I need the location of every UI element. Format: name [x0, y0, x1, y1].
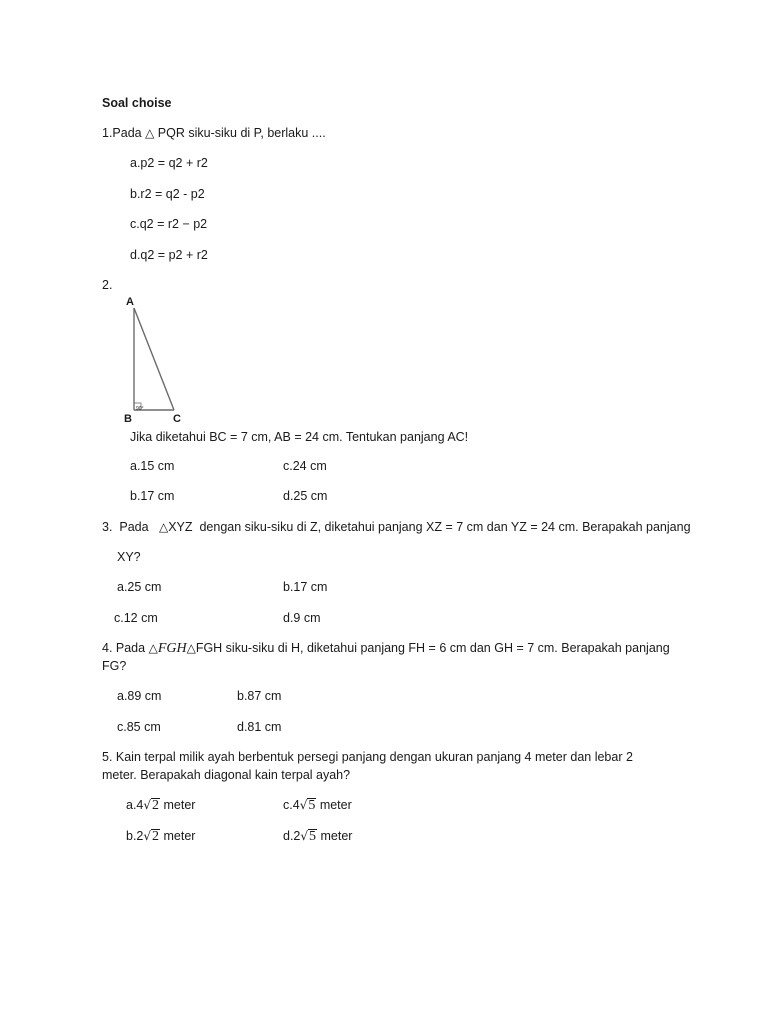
question-3-option-d: d.9 cm	[283, 611, 321, 625]
question-2-option-a: a.15 cm	[130, 459, 175, 473]
question-5-option-b	[126, 828, 195, 844]
question-2-option-b: b.17 cm	[130, 489, 175, 503]
triangle-symbol: △	[145, 126, 155, 140]
question-1	[102, 125, 326, 141]
radicand: 5	[309, 829, 317, 844]
question-3	[102, 519, 691, 535]
question-4-option-d: d.81 cm	[237, 720, 282, 734]
vertex-a-label: A	[126, 296, 134, 308]
question-5-option-d	[283, 828, 352, 844]
question-4-option-b: b.87 cm	[237, 689, 282, 703]
radical-symbol: √	[143, 829, 152, 843]
question-2-option-d: d.25 cm	[283, 489, 328, 503]
option-label: d.2	[283, 829, 301, 843]
radicand: 5	[308, 798, 316, 813]
option-label: c.4	[283, 798, 300, 812]
question-1-option-c: c.q2 = r2 − p2	[130, 217, 208, 231]
vertex-b-label: B	[124, 413, 132, 425]
unit: meter	[317, 829, 353, 843]
question-3-text-continued: XY?	[117, 550, 141, 564]
question-4-option-a: a.89 cm	[117, 689, 162, 703]
question-4-text-continued: FG?	[102, 659, 127, 673]
question-3-option-b: b.17 cm	[283, 580, 328, 594]
triangle-symbol: △	[158, 520, 169, 534]
option-label: b.2	[126, 829, 144, 843]
question-1-prefix: 1.Pada	[102, 126, 146, 140]
question-5-text: 5. Kain terpal milik ayah berbentuk persegi panjang dengan ukuran panjang 4 meter dan lebar 2	[102, 750, 633, 764]
question-5-option-a	[126, 797, 195, 813]
question-3-option-c: c.12 cm	[114, 611, 158, 625]
right-triangle-figure	[122, 293, 184, 425]
question-3-option-a: a.25 cm	[117, 580, 162, 594]
question-1-option-b: b.r2 = q2 - p2	[130, 187, 205, 201]
math-fgh: FGH	[157, 641, 187, 656]
question-4-text: FGH siku-siku di H, diketahui panjang FH = 6 cm dan GH = 7 cm. Berapakah panjang	[195, 641, 670, 655]
document-title: Soal choise	[102, 96, 172, 110]
triangle-symbol: △	[148, 641, 158, 655]
question-3-prefix: 3. Pada	[102, 520, 159, 534]
question-5-option-c	[283, 797, 352, 813]
option-label: a.4	[126, 798, 144, 812]
radical-symbol: √	[143, 798, 152, 812]
triangle-symbol: △	[186, 641, 196, 655]
question-1-text: PQR siku-siku di P, berlaku ....	[154, 126, 326, 140]
question-4-option-c: c.85 cm	[117, 720, 161, 734]
question-4-prefix: 4. Pada	[102, 641, 149, 655]
radical-symbol: √	[299, 798, 308, 812]
question-2-text: Jika diketahui BC = 7 cm, AB = 24 cm. Tentukan panjang AC!	[130, 430, 469, 444]
vertex-c-label: C	[173, 413, 181, 425]
side-ac	[134, 308, 174, 410]
unit: meter	[160, 798, 196, 812]
radical-symbol: √	[300, 829, 309, 843]
question-2-number: 2.	[102, 278, 113, 292]
radicand: 2	[152, 829, 160, 844]
radicand: 2	[152, 798, 160, 813]
question-3-text: XYZ dengan siku-siku di Z, diketahui panjang XZ = 7 cm dan YZ = 24 cm. Berapakah panjang	[168, 520, 691, 534]
unit: meter	[316, 798, 352, 812]
question-1-option-d: d.q2 = p2 + r2	[130, 248, 208, 262]
question-2-option-c: c.24 cm	[283, 459, 327, 473]
question-4	[102, 640, 670, 657]
question-5-text-continued: meter. Berapakah diagonal kain terpal ayah?	[102, 768, 351, 782]
question-1-option-a: a.p2 = q2 + r2	[130, 156, 208, 170]
unit: meter	[160, 829, 196, 843]
angle-label: 90°	[136, 406, 144, 412]
